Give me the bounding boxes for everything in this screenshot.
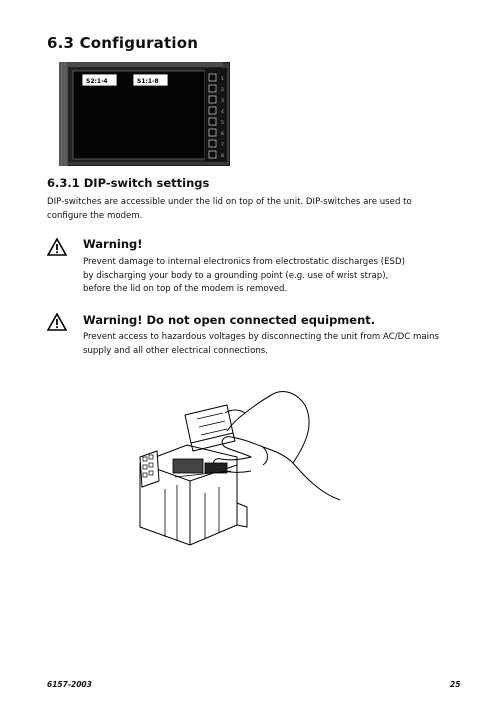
switch-number: 3	[221, 99, 224, 104]
switch-number: 8	[221, 154, 224, 159]
switch-number: 2	[221, 88, 224, 93]
warning1-line: by discharging your body to a grounding point (e.g. use of wrist strap),	[83, 270, 389, 281]
warning2-title: Warning! Do not open connected equipment.	[83, 313, 376, 327]
warning-triangle-icon	[47, 238, 67, 256]
document-number: 6157-2003	[47, 680, 92, 689]
switch-number: 4	[221, 110, 224, 115]
warning1-line: before the lid on top of the modem is removed.	[83, 284, 288, 294]
switch-number: 6	[221, 132, 224, 137]
lid-removal-illustration	[135, 385, 350, 550]
switch-group-label-s1: S1:1-8	[137, 78, 159, 85]
section-title: 6.3 Configuration	[47, 34, 199, 52]
page-number: 25	[450, 680, 461, 689]
intro-paragraph: DIP-switches are accessible under the lid on top of the unit. DIP-switches are used to configure the modem.	[47, 197, 412, 221]
dip-switch-panel-figure	[59, 62, 230, 166]
switch-number: 1	[221, 77, 224, 82]
switch-number: 7	[221, 143, 224, 148]
switch-number: 5	[221, 121, 224, 126]
warning2-line: supply and all other electrical connections.	[83, 345, 268, 356]
warning-triangle-icon	[47, 313, 67, 331]
warning2-body	[83, 331, 463, 358]
subsection-title: 6.3.1 DIP-switch settings	[47, 176, 210, 190]
warning1-line: Prevent damage to internal electronics from electrostatic discharges (ESD)	[83, 257, 405, 267]
warning1-body	[83, 256, 463, 297]
switch-group-label-s2: S2:1-4	[86, 78, 108, 85]
dip-switch-panel-illustration	[59, 62, 230, 166]
warning1-title: Warning!	[83, 237, 143, 251]
warning2-line: Prevent access to hazardous voltages by disconnecting the unit from AC/DC mains	[83, 332, 439, 342]
